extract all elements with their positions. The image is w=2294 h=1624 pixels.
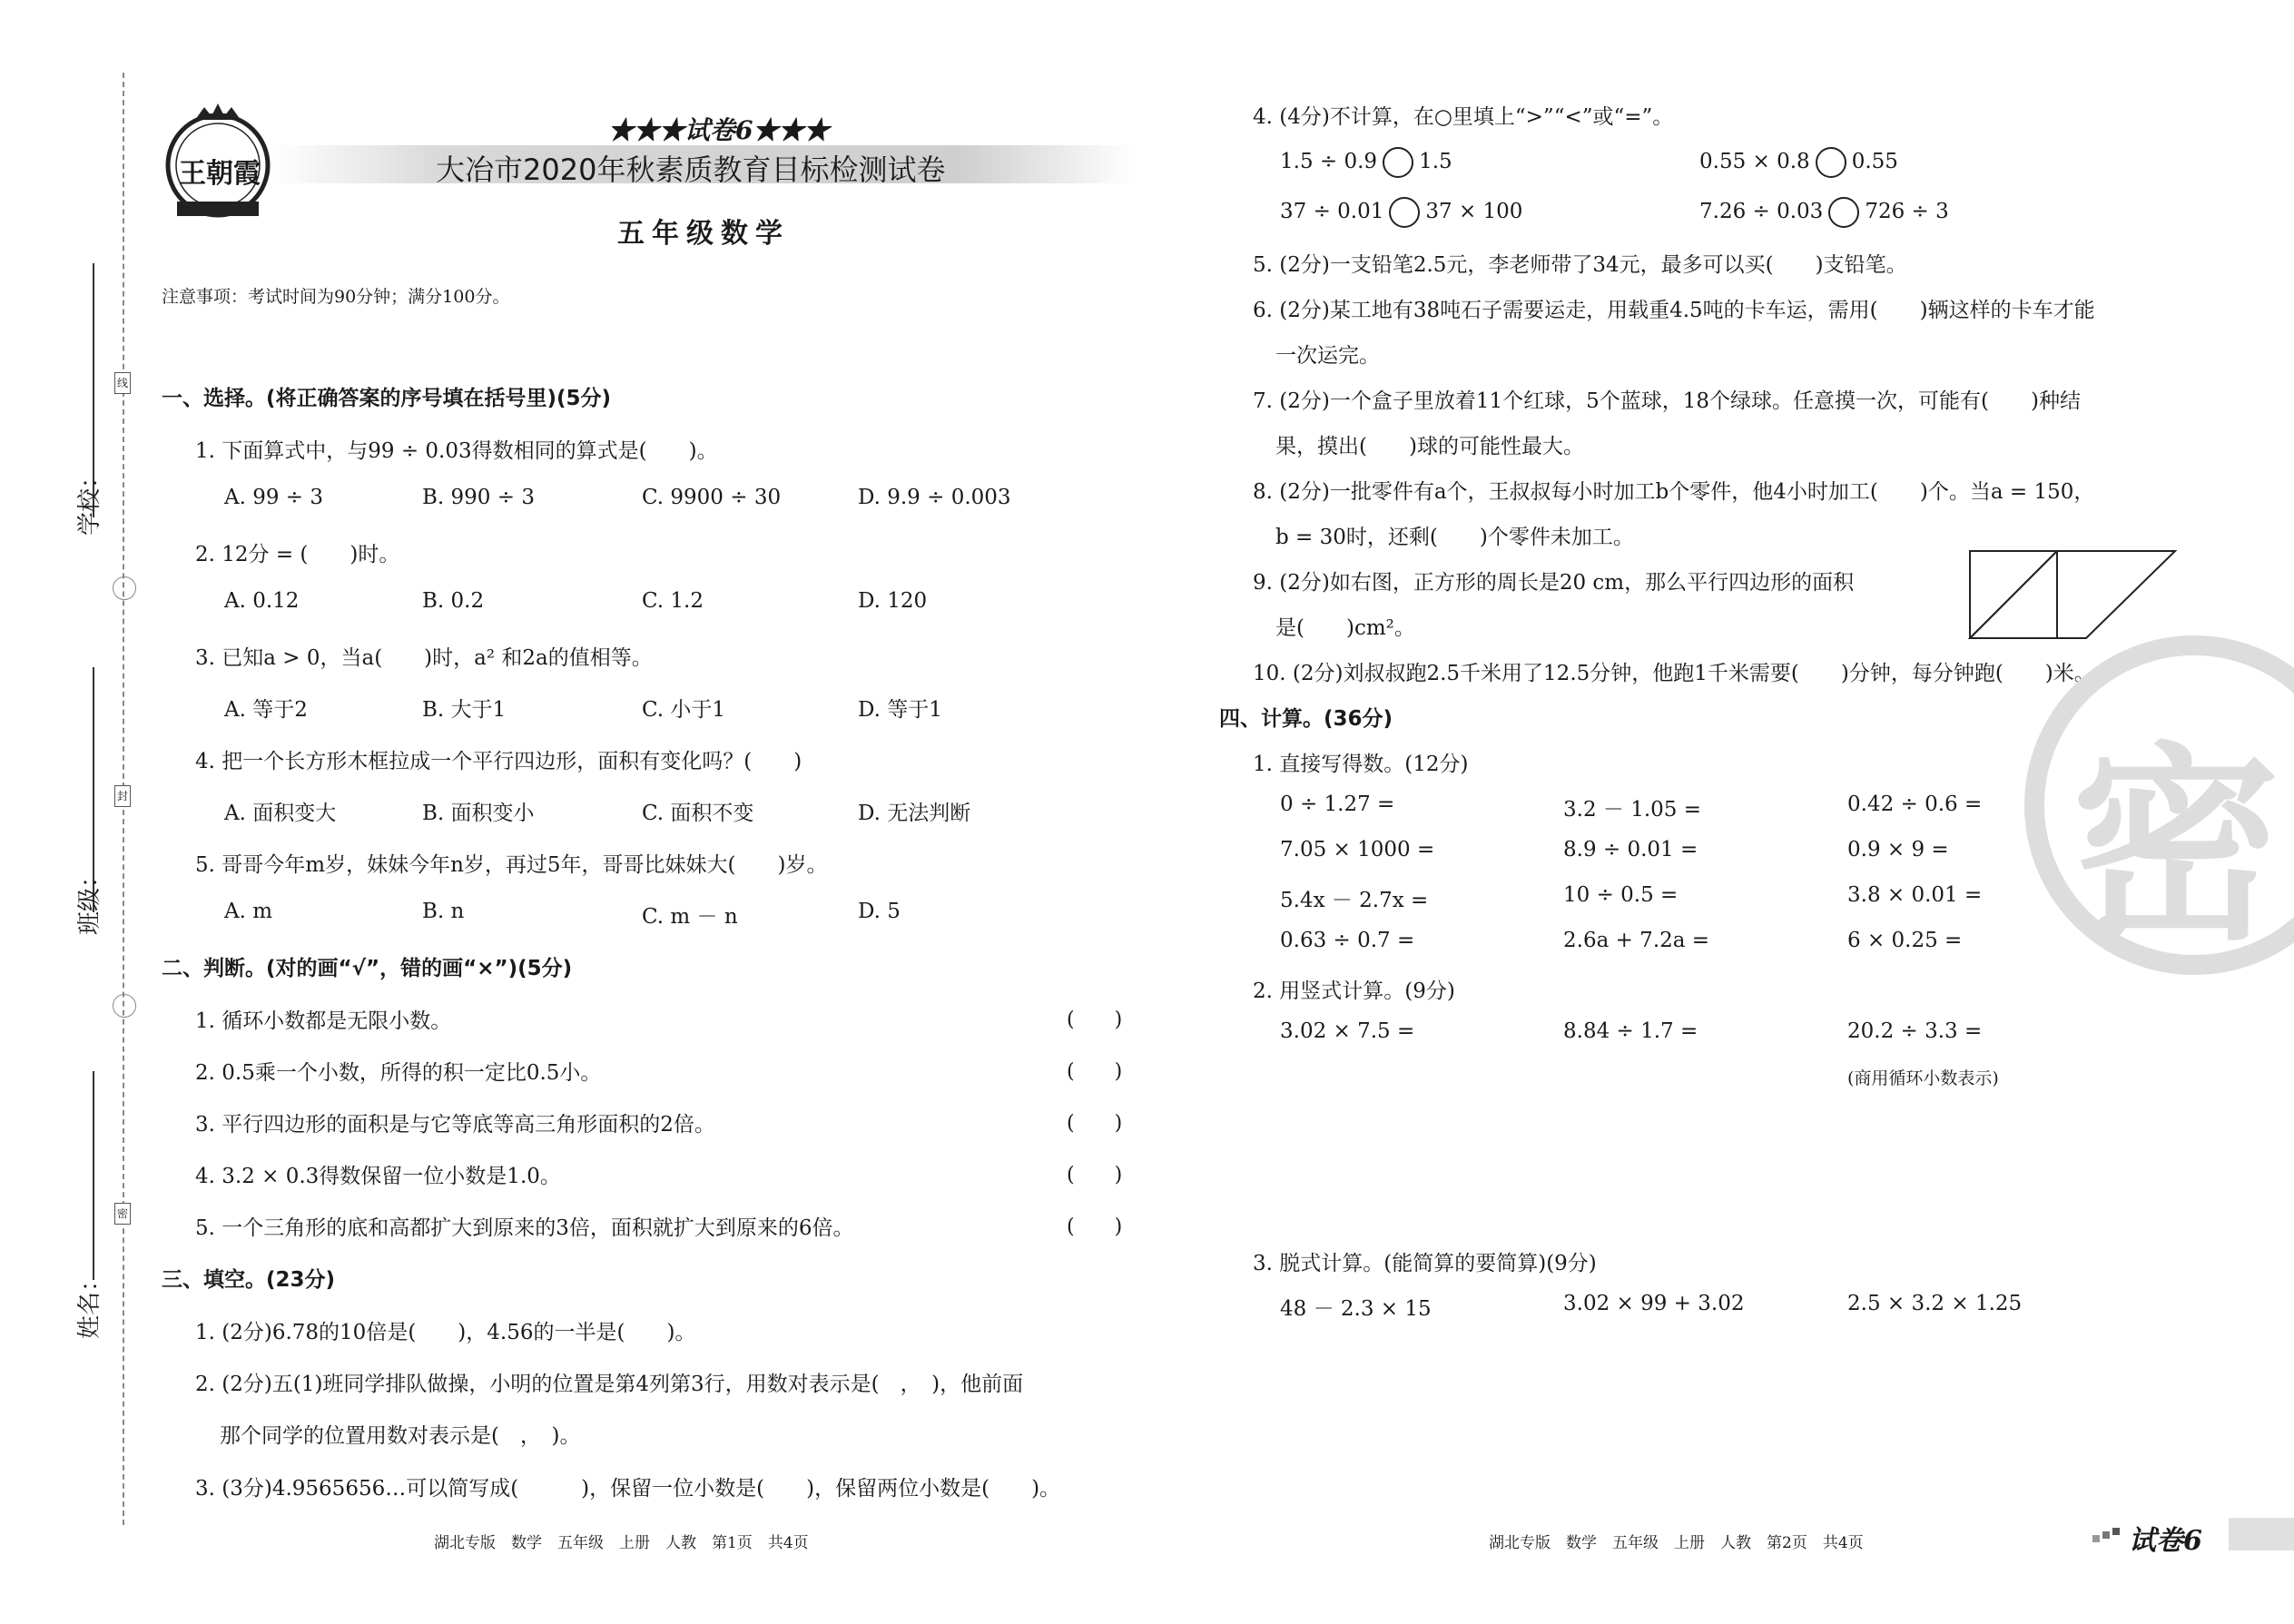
binding-mark-line: 线 — [114, 372, 131, 394]
cmp3-right: 37 × 100 — [1425, 200, 1523, 223]
s3-q8-line1: 8. (2分)一批零件有a个，王叔叔每小时加工b个零件，他4小时加工( )个。当a = 150， — [1253, 480, 2095, 504]
s3-q4: 4. (4分)不计算，在○里填上“>”“<”或“=”。 — [1253, 105, 1674, 129]
s1-q4-opt-b: B. 面积变小 — [422, 802, 535, 825]
direct-item: 10 ÷ 0.5 = — [1563, 883, 1679, 907]
exam-subtitle: 五年级数学 — [617, 218, 790, 250]
s1-q4: 4. 把一个长方形木框拉成一个平行四边形，面积有变化吗？( ) — [195, 750, 802, 773]
footer-squares-icon — [2092, 1528, 2120, 1544]
cmp1-right: 1.5 — [1419, 150, 1452, 173]
binding-hole-icon — [113, 576, 136, 600]
compare-circle[interactable] — [1816, 147, 1846, 178]
s1-q3-opt-c: C. 小于1 — [642, 698, 726, 722]
s3-q4-cmp4 — [1699, 197, 1949, 228]
s3-q10: 10. (2分)刘叔叔跑2.5千米用了12.5分钟，他跑1千米需要( )分钟，每分钟跑( )米。 — [1253, 662, 2095, 685]
vertical-item: 3.02 × 7.5 = — [1280, 1019, 1415, 1043]
s1-q3: 3. 已知a > 0，当a( )时，a² 和2a的值相等。 — [195, 646, 653, 670]
s1-q3-opt-a: A. 等于2 — [224, 698, 308, 722]
s3-q9-line2: 是( )cm²。 — [1275, 616, 1415, 640]
s2-q5-answer[interactable]: ( ) — [1067, 1216, 1123, 1238]
footer-tag: 试卷6 — [2129, 1525, 2202, 1557]
vertical-item: 8.84 ÷ 1.7 = — [1563, 1019, 1698, 1043]
compare-circle[interactable] — [1383, 147, 1413, 178]
s4-part2-title: 2. 用竖式计算。(9分) — [1253, 979, 1455, 1003]
s1-q3-opt-b: B. 大于1 — [422, 698, 507, 722]
s3-q2-line1: 2. (2分)五(1)班同学排队做操，小明的位置是第4列第3行，用数对表示是( ， )，他前面 — [195, 1373, 1024, 1396]
binding-mark-seal: 封 — [114, 785, 131, 807]
stamp-text: 密 — [2072, 726, 2281, 969]
s3-q3: 3. (3分)4.9565656…可以简写成( )，保留一位小数是( )，保留两位小数是( )。 — [195, 1477, 1061, 1501]
s1-q4-opt-c: C. 面积不变 — [642, 802, 754, 825]
s3-q6-line2: 一次运完。 — [1275, 344, 1380, 368]
s2-q2-answer[interactable]: ( ) — [1067, 1060, 1123, 1083]
s3-q4-cmp2 — [1699, 147, 1898, 178]
section1-title: 一、选择。(将正确答案的序号填在括号里)(5分) — [162, 387, 612, 410]
binding-hole-icon — [113, 994, 136, 1018]
s1-q1-opt-d: D. 9.9 ÷ 0.003 — [858, 486, 1011, 509]
direct-item: 7.05 × 1000 = — [1280, 838, 1435, 861]
s4-part3-title: 3. 脱式计算。(能简算的要简算)(9分) — [1253, 1252, 1597, 1275]
direct-item: 6 × 0.25 = — [1847, 929, 1963, 952]
stepwise-item: 48 － 2.3 × 15 — [1280, 1297, 1432, 1321]
notice: 注意事项：考试时间为90分钟；满分100分。 — [162, 287, 510, 307]
binding-mark-secret: 密 — [114, 1203, 131, 1225]
s2-q5: 5. 一个三角形的底和高都扩大到原来的3倍，面积就扩大到原来的6倍。 — [195, 1216, 854, 1240]
school-label: 学校： — [76, 464, 103, 536]
direct-item: 0.63 ÷ 0.7 = — [1280, 929, 1415, 952]
exam-title: 大冶市2020年秋素质教育目标检测试卷 — [436, 153, 946, 187]
cmp2-left: 0.55 × 0.8 — [1699, 150, 1810, 173]
s1-q5-opt-a: A. m — [224, 900, 273, 923]
stepwise-item: 2.5 × 3.2 × 1.25 — [1847, 1292, 2023, 1315]
s2-q3-answer[interactable]: ( ) — [1067, 1112, 1123, 1135]
s1-q5-opt-c: C. m － n — [642, 905, 738, 929]
s1-q2-opt-a: A. 0.12 — [224, 589, 300, 613]
s1-q2-opt-d: D. 120 — [858, 589, 928, 613]
secret-stamp-watermark — [2024, 635, 2294, 975]
stepwise-item: 3.02 × 99 + 3.02 — [1563, 1292, 1745, 1315]
s1-q2: 2. 12分 = ( )时。 — [195, 543, 400, 566]
s3-q4-cmp1 — [1280, 147, 1452, 178]
s2-q4-answer[interactable]: ( ) — [1067, 1164, 1123, 1186]
section3-title: 三、填空。(23分) — [162, 1268, 336, 1292]
direct-item: 2.6a + 7.2a = — [1563, 929, 1710, 952]
s1-q1-opt-c: C. 9900 ÷ 30 — [642, 486, 782, 509]
cmp1-left: 1.5 ÷ 0.9 — [1280, 150, 1378, 173]
s3-q4-cmp3 — [1280, 197, 1522, 228]
direct-item: 0 ÷ 1.27 = — [1280, 792, 1395, 816]
s4-part1-title: 1. 直接写得数。(12分) — [1253, 753, 1469, 776]
name-underline — [93, 1071, 94, 1280]
footer-left: 湖北专版 数学 五年级 上册 人教 第1页 共4页 — [434, 1534, 809, 1552]
s1-q5-opt-d: D. 5 — [858, 900, 901, 923]
s1-q1: 1. 下面算式中，与99 ÷ 0.03得数相同的算式是( )。 — [195, 439, 718, 463]
direct-item: 0.42 ÷ 0.6 = — [1847, 792, 1983, 816]
s1-q1-opt-a: A. 99 ÷ 3 — [224, 486, 324, 509]
compare-circle[interactable] — [1828, 197, 1859, 228]
square-parallelogram-figure — [1968, 549, 2177, 640]
cmp3-left: 37 ÷ 0.01 — [1280, 200, 1384, 223]
s3-q6-line1: 6. (2分)某工地有38吨石子需要运走，用载重4.5吨的卡车运，需用( )辆这样的卡车才能 — [1253, 299, 2095, 322]
direct-item: 3.2 － 1.05 = — [1563, 798, 1701, 822]
cmp4-right: 726 ÷ 3 — [1865, 200, 1949, 223]
s1-q1-opt-b: B. 990 ÷ 3 — [422, 486, 535, 509]
direct-item: 5.4x － 2.7x = — [1280, 889, 1429, 912]
s2-q4: 4. 3.2 × 0.3得数保留一位小数是1.0。 — [195, 1165, 561, 1188]
footer-right: 湖北专版 数学 五年级 上册 人教 第2页 共4页 — [1489, 1534, 1864, 1552]
vertical-note: (商用循环小数表示) — [1847, 1068, 1999, 1088]
s3-q7-line2: 果，摸出( )球的可能性最大。 — [1275, 435, 1584, 458]
s1-q4-opt-a: A. 面积变大 — [224, 802, 337, 825]
s3-q9-line1: 9. (2分)如右图，正方形的周长是20 cm，那么平行四边形的面积 — [1253, 571, 1855, 595]
section2-title: 二、判断。(对的画“√”，错的画“×”)(5分) — [162, 957, 573, 980]
section4-title: 四、计算。(36分) — [1219, 707, 1393, 731]
paper-number: ★★★试卷6★★★ — [608, 115, 830, 145]
s3-q7-line1: 7. (2分)一个盒子里放着11个红球，5个蓝球，18个绿球。任意摸一次，可能有( )种结 — [1253, 389, 2081, 413]
s3-q2-line2: 那个同学的位置用数对表示是( ， )。 — [220, 1424, 581, 1448]
s3-q5: 5. (2分)一支铅笔2.5元，李老师带了34元，最多可以买( )支铅笔。 — [1253, 253, 1907, 277]
class-label: 班级： — [76, 863, 103, 935]
footer-tag-band — [2229, 1518, 2294, 1550]
s2-q1: 1. 循环小数都是无限小数。 — [195, 1009, 452, 1033]
s1-q2-opt-b: B. 0.2 — [422, 589, 485, 613]
compare-circle[interactable] — [1389, 197, 1420, 228]
brand-logo — [159, 100, 277, 222]
direct-item: 3.8 × 0.01 = — [1847, 883, 1983, 907]
brand-name: 王朝霞 — [179, 158, 261, 190]
s1-q2-opt-c: C. 1.2 — [642, 589, 704, 613]
s1-q5-opt-b: B. n — [422, 900, 465, 923]
s3-q1: 1. (2分)6.78的10倍是( )，4.56的一半是( )。 — [195, 1321, 696, 1344]
s2-q2: 2. 0.5乘一个小数，所得的积一定比0.5小。 — [195, 1061, 602, 1085]
s1-q4-opt-d: D. 无法判断 — [858, 802, 971, 825]
cmp2-right: 0.55 — [1851, 150, 1898, 173]
s2-q3: 3. 平行四边形的面积是与它等底等高三角形面积的2倍。 — [195, 1113, 715, 1137]
s3-q8-line2: b = 30时，还剩( )个零件未加工。 — [1275, 526, 1634, 549]
vertical-item: 20.2 ÷ 3.3 = — [1847, 1019, 1983, 1043]
direct-item: 8.9 ÷ 0.01 = — [1563, 838, 1698, 861]
direct-item: 0.9 × 9 = — [1847, 838, 1949, 861]
name-label: 姓名： — [76, 1267, 103, 1339]
cmp4-left: 7.26 ÷ 0.03 — [1699, 200, 1824, 223]
s1-q3-opt-d: D. 等于1 — [858, 698, 942, 722]
s2-q1-answer[interactable]: ( ) — [1067, 1009, 1123, 1031]
s1-q5: 5. 哥哥今年m岁，妹妹今年n岁，再过5年，哥哥比妹妹大( )岁。 — [195, 853, 828, 877]
